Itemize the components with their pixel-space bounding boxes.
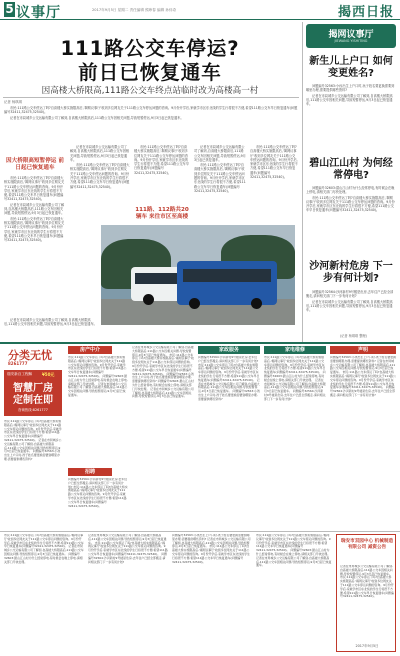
- newspaper-logo: 揭西日报: [337, 5, 394, 20]
- lead-body: [4, 106, 298, 142]
- lead-title-line2: 前日已恢复通车: [78, 61, 222, 84]
- category-housekeeping: 家政服务: [198, 346, 260, 354]
- sidebar-item-body-3: [306, 290, 396, 330]
- notice-column-4: [256, 534, 332, 652]
- bottom-divider: [0, 531, 400, 532]
- body-paragraph: 市民:111路公交车停运了吗?自高楼大桥实施限高后,'揭网议事厅'收到多位网友关于111路公交车停运问题的咨询。9月份开学后,家就学市区东北线的学生行将很不方便,希望111路公交车早日恢复通车(问题编号32411,32475,32540)。: [70, 163, 130, 189]
- body-paragraph: 市民:111路公交车停运了吗?自高楼大桥实施限高后,'揭网议事厅'收到多位网友关于111路公交车停运问题的咨询。9月份开学后,家就学市区东北线的学生行将很不方便,希望111路公交车早日恢复通车(问题编号32411,32475,32540)。: [4, 176, 65, 202]
- notice-text: 市民:111路公交车停运了吗?自高楼大桥实施限高后,'揭网议事厅'收到多位网友关于111路公交车停运问题的咨询。9月份开学后,家就学市区东北线的学生行将很不方便,希望111路公交车早日恢复通车(问题编号32411,32475,32540)。: [340, 575, 394, 599]
- classified-column-5: [264, 356, 326, 528]
- classified-column-1: [4, 420, 62, 528]
- reduction-notice-date: 2017年9月5日: [355, 644, 379, 648]
- classified-text: 记者在市局城乡公交运输有限公司了解到,自高楼大桥限高后,111路公交车因相关问题,导致短暂停运,9月3日起已恢复通车。: [264, 377, 326, 394]
- body-paragraph: 市民:111路公交车停运了吗?自高楼大桥实施限高后,'揭网议事厅'收到多位网友关于111路公交车停运问题的咨询。9月份开学后,家就学市区东北线的学生行将很不方便,希望111路公交车早日恢复通车(问题编号32411,32475,32540)。: [4, 216, 65, 243]
- classified-column-2: [68, 356, 128, 466]
- column-divider: [302, 22, 303, 342]
- promo-line2: 智慧厂房: [13, 383, 53, 394]
- notice-text: 问题编号32563:小孩出生上户口时,孩子姓名要更换需要到哪里办理,需要提供哪些资料?: [172, 534, 250, 541]
- issue-line: 2017年9月5日 星期二 责任编辑 熊珍春 编辑 孙伟奇: [92, 8, 177, 12]
- promo-line1: 瑞安新百工程解: [7, 372, 33, 376]
- classified-text: 问题编号32563:小孩出生上户口时,孩子姓名要更换需要到哪里办理,需要提供哪些资料?: [132, 371, 194, 384]
- sidebar-banner-title: 揭网议事厅: [328, 30, 374, 40]
- sidebar-item-title-3: 沙河新村危房 下一步有何计划?: [309, 261, 393, 284]
- body-paragraph: 记者在市局城乡公交运输有限公司了解到,自高楼大桥限高后,111路公交车因相关问题,导致短暂停运,9月3日起已恢复通车。: [70, 145, 130, 162]
- sidebar-item-body-2: [306, 186, 396, 222]
- category-notices: 声明: [330, 346, 396, 354]
- body-paragraph: 记者在市局城乡公交运输有限公司了解到,自高楼大桥限高后,111路公交车因相关问题,导致短暂停运,9月3日起已恢复通车。: [4, 318, 97, 327]
- byline: 记者 杨琪琪: [4, 100, 23, 104]
- sidebar-banner-subtitle: JIEWANG YISHITING: [334, 39, 368, 43]
- notice-text: 问题编号32564:沙河新村9号楼是危房,去年住户已经全部搬走,请问相关部门下一步有何计划?: [88, 551, 167, 564]
- classified-column-4: [198, 356, 260, 528]
- notice-column-2: [88, 534, 168, 652]
- body-column-2: [70, 145, 130, 225]
- classified-text: 市民:111路公交车停运了吗?自高楼大桥实施限高后,'揭网议事厅'收到多位网友关于111路公交车停运问题的咨询。9月份开学后,家就学市区东北线的学生行将很不方便,希望111路公交车早日恢复通车(问题编号32411,32475,32540)。: [4, 420, 62, 442]
- classified-text: 问题编号32564:沙河新村9号楼是危房,去年住户已经全部搬走,请问相关部门下一步有何计划?: [264, 389, 326, 401]
- body-column-4: [194, 145, 246, 225]
- notice-text: 记者在市局城乡公交运输有限公司了解到,自高楼大桥限高后,111路公交车因相关问题,导致短暂停运,9月3日起已恢复通车。: [256, 555, 332, 568]
- notice-text: 市民:111路公交车停运了吗?自高楼大桥实施限高后,'揭网议事厅'收到多位网友关于111路公交车停运问题的咨询。9月份开学后,家就学市区东北线的学生行将很不方便,希望111路公交车早日恢复通车(问题编号32411,32475,32540)。: [256, 534, 331, 553]
- notice-text: 市民:111路公交车停运了吗?自高楼大桥实施限高后,'揭网议事厅'收到多位网友关于111路公交车停运问题的咨询。9月份开学后,家就学市区东北线的学生行将很不方便,希望111路公交车早日恢复通车(问题编号32411,32475,32540)。: [88, 540, 168, 556]
- classified-text: 记者在市局城乡公交运输有限公司了解到,自高楼大桥限高后,111路公交车因相关问题,导致短暂停运,9月3日起已恢复通车。: [68, 381, 128, 397]
- lead-divider: [3, 97, 299, 98]
- notice-text: 问题编号32603:碧山江山村为什么经常停电,有时候会在晚上停电,请相关部门尽快处理。: [256, 548, 331, 556]
- bus-photo: [101, 225, 295, 325]
- reduction-notice-title: 瑞安市双园中心 机械制造有限公司 减资公告: [340, 539, 394, 550]
- classified-text: 记者在市局城乡公交运输有限公司了解到,自高楼大桥限高后,111路公交车因相关问题,导致短暂停运,9月3日起已恢复通车。: [132, 346, 194, 357]
- notice-text: 问题编号32603:碧山江山村为什么经常停电,有时候会在晚上停电,请相关部门尽快处理。: [4, 551, 83, 564]
- promo-box: [4, 370, 62, 416]
- lead-title-line1: 111路公交车停运?: [60, 37, 240, 60]
- classified-text: 市民:111路公交车停运了吗?自高楼大桥实施限高后,'揭网议事厅'收到多位网友关于111路公交车停运问题的咨询。9月份开学后,家就学市区东北线的学生行将很不方便,希望111路公交车早日恢复通车(问题编号32411,32475,32540)。: [68, 356, 127, 378]
- classified-text: 问题编号32603:碧山江山村为什么经常停电,有时候会在晚上停电,请相关部门尽快处理。: [264, 370, 326, 382]
- sidebar-item-text: 记者在市局城乡公交运输有限公司了解到,自高楼大桥限高后,111路公交车因相关问题,导致短暂停运,9月3日起已恢复通车。: [306, 299, 393, 313]
- classified-text: 问题编号32564:沙河新村9号楼是危房,去年住户已经全部搬走,请问相关部门下一步有何计划?: [330, 385, 395, 397]
- classified-text: 记者在市局城乡公交运输有限公司了解到,自高楼大桥限高后,111路公交车因相关问题,导致短暂停运,9月3日起已恢复通车。: [330, 358, 396, 375]
- sidebar-note: (记者 杨琪琪 整理): [340, 334, 367, 338]
- sidebar-item-title-1: 新生儿上户口 如何变更姓名?: [309, 56, 393, 79]
- lead-paragraph: 市民:111路公交车停运了吗?自高楼大桥实施限高后,'揭网议事厅'收到多位网友关于111路公交车停运问题的咨询。9月份开学后,家就学市区东北线的学生行将很不方便,希望111路公交车早日恢复通车(问题编号32411,32475,32540)。: [4, 106, 298, 115]
- classified-text: 问题编号32563:小孩出生上户口时,孩子姓名要更换需要到哪里办理,需要提供哪些资料?: [198, 389, 260, 401]
- promo-line4: 咨询热线:8261777: [18, 408, 48, 412]
- classified-text: 市民:111路公交车停运了吗?自高楼大桥实施限高后,'揭网议事厅'收到多位网友关于111路公交车停运问题的咨询。9月份开学后,家就学市区东北线的学生行将很不方便,希望111路公交车早日恢复通车(问题编号32411,32475,32540)。: [264, 356, 326, 375]
- classified-column-3: [132, 346, 194, 528]
- classified-text: 市民:111路公交车停运了吗?自高楼大桥实施限高后,'揭网议事厅'收到多位网友关于111路公交车停运问题的咨询。9月份开学后,家就学市区东北线的学生行将很不方便,希望111路公交车早日恢复通车(问题编号32411,32475,32540)。: [68, 484, 128, 508]
- classified-column-2b: [68, 478, 128, 528]
- classified-text: 问题编号32563:小孩出生上户口时,孩子姓名要更换需要到哪里办理,需要提供哪些资料?: [330, 356, 396, 363]
- sidebar-item-body-1: [306, 84, 396, 120]
- body-paragraph: 记者在市局城乡公交运输有限公司了解到,自高楼大桥限高后,111路公交车因相关问题,导致短暂停运,9月3日起已恢复通车。: [194, 145, 246, 162]
- sidebar-item-text: 问题编号32563:小孩出生上户口时,孩子姓名要更换需要到哪里办理,需要提供哪些资料?: [306, 84, 395, 93]
- sidebar-item-title-2: 碧山江山村 为何经常停电?: [309, 158, 393, 181]
- category-real-estate: 房产中介: [68, 346, 112, 354]
- page-header: [0, 0, 400, 20]
- sidebar-banner: [306, 24, 396, 48]
- classified-column-6: [330, 356, 396, 528]
- classified-text: 记者在市局城乡公交运输有限公司了解到,自高楼大桥限高后,111路公交车因相关问题,导致短暂停运,9月3日起已恢复通车。: [198, 377, 260, 394]
- section-name: 议事厅: [16, 5, 61, 21]
- classified-heading: 分类无忧: [8, 349, 52, 362]
- lead-paragraph: 记者在市局城乡公交运输有限公司了解到,自高楼大桥限高后,111路公交车因相关问题,导致短暂停运,9月3日起已恢复通车。: [10, 115, 184, 120]
- section-divider: [0, 342, 400, 344]
- body-paragraph: 市民:111路公交车停运了吗?自高楼大桥实施限高后,'揭网议事厅'收到多位网友关于111路公交车停运问题的咨询。9月份开学后,家就学市区东北线的学生行将很不方便,希望111路公交车早日恢复通车(问题编号32411,32475,32540)。: [134, 145, 189, 175]
- notice-text: 市民:111路公交车停运了吗?自高楼大桥实施限高后,'揭网议事厅'收到多位网友关于111路公交车停运问题的咨询。9月份开学后,家就学市区东北线的学生行将很不方便,希望111路公交车早日恢复通车(问题编号32411,32475,32540)。: [4, 534, 84, 549]
- promo-price: ¥50元: [42, 372, 55, 377]
- promo-line3: 定制在即: [13, 395, 53, 406]
- body-column-3: [134, 145, 190, 205]
- body-paragraph: 市民:111路公交车停运了吗?自高楼大桥实施限高后,'揭网议事厅'收到多位网友关于111路公交车停运问题的咨询。9月份开学后,家就学市区东北线的学生行将很不方便,希望111路公交车早日恢复通车(问题编号32411,32475,32540)。: [194, 163, 246, 193]
- classified-text: 市民:111路公交车停运了吗?自高楼大桥实施限高后,'揭网议事厅'收到多位网友关于111路公交车停运问题的咨询。9月份开学后,家就学市区东北线的学生行将很不方便,希望111路公交车早日恢复通车(问题编号32411,32475,32540)。: [132, 352, 194, 376]
- body-column-tail: [4, 318, 100, 332]
- classified-text: 问题编号32564:沙河新村9号楼是危房,去年住户已经全部搬走,请问相关部门下一步有何计划?: [198, 356, 259, 363]
- bus-wheel: [189, 298, 200, 309]
- bus-window: [183, 269, 271, 282]
- classified-text: 记者在市局城乡公交运输有限公司了解到,自高楼大桥限高后,111路公交车因相关问题,导致短暂停运,9月3日起已恢复通车。: [132, 386, 194, 399]
- notice-column-3: [172, 534, 252, 652]
- bus-wheel: [143, 294, 154, 305]
- body-column-5: [250, 145, 298, 225]
- photo-caption-title: 111路、112路共20辆车 来往市区至高楼: [135, 207, 189, 220]
- classified-text: 问题编号32603:碧山江山村为什么经常停电,有时候会在晚上停电,请相关部门尽快处理。: [132, 379, 194, 391]
- classified-phone: 8261777: [8, 361, 28, 366]
- lead-subtitle: 因高楼大桥限高,111路公交车终点站临时改为高楼高一村: [41, 86, 259, 96]
- notice-text: 记者在市局城乡公交运输有限公司了解到,自高楼大桥限高后,111路公交车因相关问题,导致短暂停运,9月3日起已恢复通车。: [340, 565, 393, 576]
- classified-text: 问题编号32564:沙河新村9号楼是危房,去年住户已经全部搬走,请问相关部门下一步有何计划?: [68, 478, 128, 489]
- sidebar-item-text: 问题编号32603:碧山江山村为什么经常停电,有时候会在晚上停电,请相关部门尽快处理。: [306, 186, 395, 195]
- classified-text: 市民:111路公交车停运了吗?自高楼大桥实施限高后,'揭网议事厅'收到多位网友关于111路公交车停运问题的咨询。9月份开学后,家就学市区东北线的学生行将很不方便,希望111路公交车早日恢复通车(问题编号32411,32475,32540)。: [198, 362, 260, 382]
- sidebar-item-text: 市民:111路公交车停运了吗?自高楼大桥实施限高后,'揭网议事厅'收到多位网友关于111路公交车停运问题的咨询。9月份开学后,家就学市区东北线的学生行将很不方便,希望111路公交车早日恢复通车(问题编号32411,32475,32540)。: [306, 195, 395, 213]
- category-jobs: 招聘: [68, 468, 112, 476]
- classified-text: 问题编号32603:碧山江山村为什么经常停电,有时候会在晚上停电,请相关部门尽快处理。: [68, 373, 128, 386]
- body-column-1: [4, 176, 66, 316]
- notice-column-1: [4, 534, 84, 652]
- body-paragraph: 市民:111路公交车停运了吗?自高楼大桥实施限高后,'揭网议事厅'收到多位网友关于111路公交车停运问题的咨询。9月份开学后,家就学市区东北线的学生行将很不方便,希望111路公交车早日恢复通车(问题编号32411,32475,32540)。: [250, 145, 298, 180]
- sidebar-item-text: 记者在市局城乡公交运输有限公司了解到,自高楼大桥限高后,111路公交车因相关问题,导致短暂停运,9月3日起已恢复通车。: [306, 93, 393, 107]
- reduction-notice-box: [336, 534, 396, 652]
- classified-heading-box: [4, 346, 62, 368]
- classified-text: 问题编号32563:小孩出生上户口时,孩子姓名要更换需要到哪里办理,需要提供哪些资料?: [4, 449, 61, 461]
- category-appliance-repair: 家电维修: [264, 346, 326, 354]
- notice-text: 市民:111路公交车停运了吗?自高楼大桥实施限高后,'揭网议事厅'收到多位网友关于111路公交车停运问题的咨询。9月份开学后,家就学市区东北线的学生行将很不方便,希望111路公交车早日恢复通车(问题编号32411,32475,32540)。: [172, 544, 250, 564]
- notice-text: 记者在市局城乡公交运输有限公司了解到,自高楼大桥限高后,111路公交车因相关问题,导致短暂停运,9月3日起已恢复通车。: [88, 534, 167, 545]
- notice-text: 记者在市局城乡公交运输有限公司了解到,自高楼大桥限高后,111路公交车因相关问题,导致短暂停运,9月3日起已恢复通车。: [172, 536, 251, 549]
- body-paragraph: 记者在市局城乡公交运输有限公司了解到,自高楼大桥限高后,111路公交车因相关问题,导致短暂停运,9月3日起已恢复通车。: [4, 202, 65, 216]
- notice-text: 记者在市局城乡公交运输有限公司了解到,自高楼大桥限高后,111路公交车因相关问题,导致短暂停运,9月3日起已恢复通车。: [4, 544, 84, 556]
- bus-wheel: [251, 298, 262, 309]
- classified-text: 市民:111路公交车停运了吗?自高楼大桥实施限高后,'揭网议事厅'收到多位网友关于111路公交车停运问题的咨询。9月份开学后,家就学市区东北线的学生行将很不方便,希望111路公交车早日恢复通车(问题编号32411,32475,32540)。: [330, 370, 396, 390]
- section-number: 5: [5, 2, 14, 16]
- side-headline: 因大桥限高短暂停运 前日起已恢复通车: [6, 158, 64, 171]
- reduction-notice-body: [340, 565, 394, 639]
- blue-bus: [177, 261, 277, 305]
- classified-text: 记者在市局城乡公交运输有限公司了解到,自高楼大桥限高后,111路公交车因相关问题,导致短暂停运,9月3日起已恢复通车。: [4, 437, 62, 454]
- sidebar-item-text: 问题编号32564:沙河新村9号楼是危房,去年住户已经全部搬走,请问相关部门下一步有何计划?: [306, 290, 394, 299]
